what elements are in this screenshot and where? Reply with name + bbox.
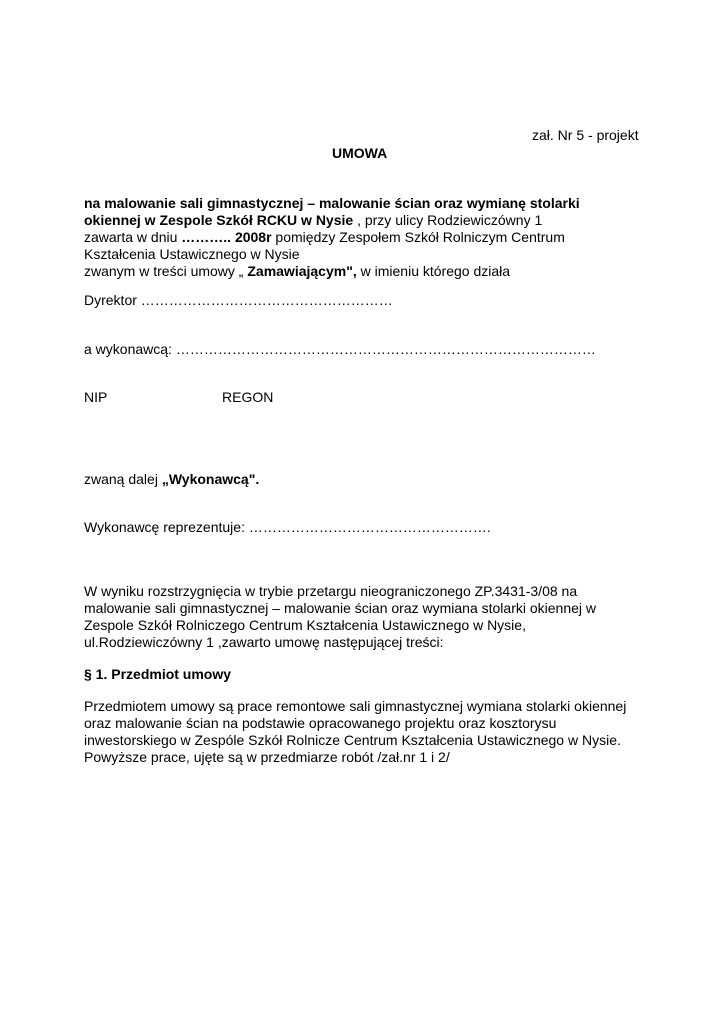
section-1-heading: § 1. Przedmiot umowy xyxy=(84,666,232,682)
intro-line-4: Kształcenia Ustawicznego w Nysie xyxy=(84,246,300,262)
intro-line-3 xyxy=(84,229,654,246)
intro-line-3-rest: pomiędzy Zespołem Szkół Rolniczym Centrum xyxy=(271,229,565,245)
intro-paragraph xyxy=(84,195,654,280)
intro-line-2-bold: okiennej w Zespole Szkół RCKU w Nysie xyxy=(84,212,354,228)
annex-label: zał. Nr 5 - projekt xyxy=(532,127,639,143)
intro-line-1: na malowanie sali gimnastycznej – malowanie ścian oraz wymianę stolarki xyxy=(84,195,580,211)
director-line: Dyrektor ……………………………………………… xyxy=(84,292,393,308)
section-1-line: inwestorskiego w Zespóle Szkół Rolnicze Centrum Kształcenia Ustawicznego w Nysie. xyxy=(84,732,621,748)
intro-line-5-rest: w imieniu którego działa xyxy=(356,263,511,279)
intro-line-5 xyxy=(84,263,654,280)
section-1-line: Powyższe prace, ujęte są w przedmiarze robót /zał.nr 1 i 2/ xyxy=(84,749,450,765)
document-title: UMOWA xyxy=(332,145,388,161)
tender-paragraph xyxy=(84,583,654,651)
regon-label: REGON xyxy=(222,389,274,405)
intro-line-5-pre: zwanym w treści umowy „ xyxy=(84,263,248,279)
called-contractor-name: „Wykonawcą". xyxy=(161,471,260,487)
tender-line: ul.Rodziewiczówny 1 ,zawarto umowę następującej treści: xyxy=(84,634,444,650)
tender-line: malowanie sali gimnastycznej – malowanie ścian oraz wymiana stolarki okiennej w xyxy=(84,600,597,616)
representative-line: Wykonawcę reprezentuje: ……………………………………………. xyxy=(84,519,491,535)
section-1-line: oraz malowanie ścian na podstawie opracowanego projektu oraz kosztorysu xyxy=(84,715,557,731)
intro-line-2-rest: , przy ulicy Rodziewiczówny 1 xyxy=(353,212,543,228)
contractor-line: a wykonawcą: ……………………………………………………………………………… xyxy=(84,341,596,357)
tender-line: W wyniku rozstrzygnięcia w trybie przetargu nieograniczonego ZP.3431-3/08 na xyxy=(84,583,578,599)
tender-line: Zespole Szkół Rolniczego Centrum Kształcenia Ustawicznego w Nysie, xyxy=(84,617,526,633)
called-pre: zwaną dalej xyxy=(84,471,162,487)
intro-ordering-party: Zamawiającym", xyxy=(247,263,357,279)
section-1-paragraph xyxy=(84,698,654,766)
called-contractor-line xyxy=(84,471,259,488)
intro-line-3-pre: zawarta w dniu xyxy=(84,229,182,245)
nip-label: NIP xyxy=(84,389,108,405)
section-1-line: Przedmiotem umowy są prace remontowe sali gimnastycznej wymiana stolarki okiennej xyxy=(84,698,627,714)
intro-line-2 xyxy=(84,212,654,229)
intro-date-placeholder: ……….. 2008r xyxy=(181,229,272,245)
